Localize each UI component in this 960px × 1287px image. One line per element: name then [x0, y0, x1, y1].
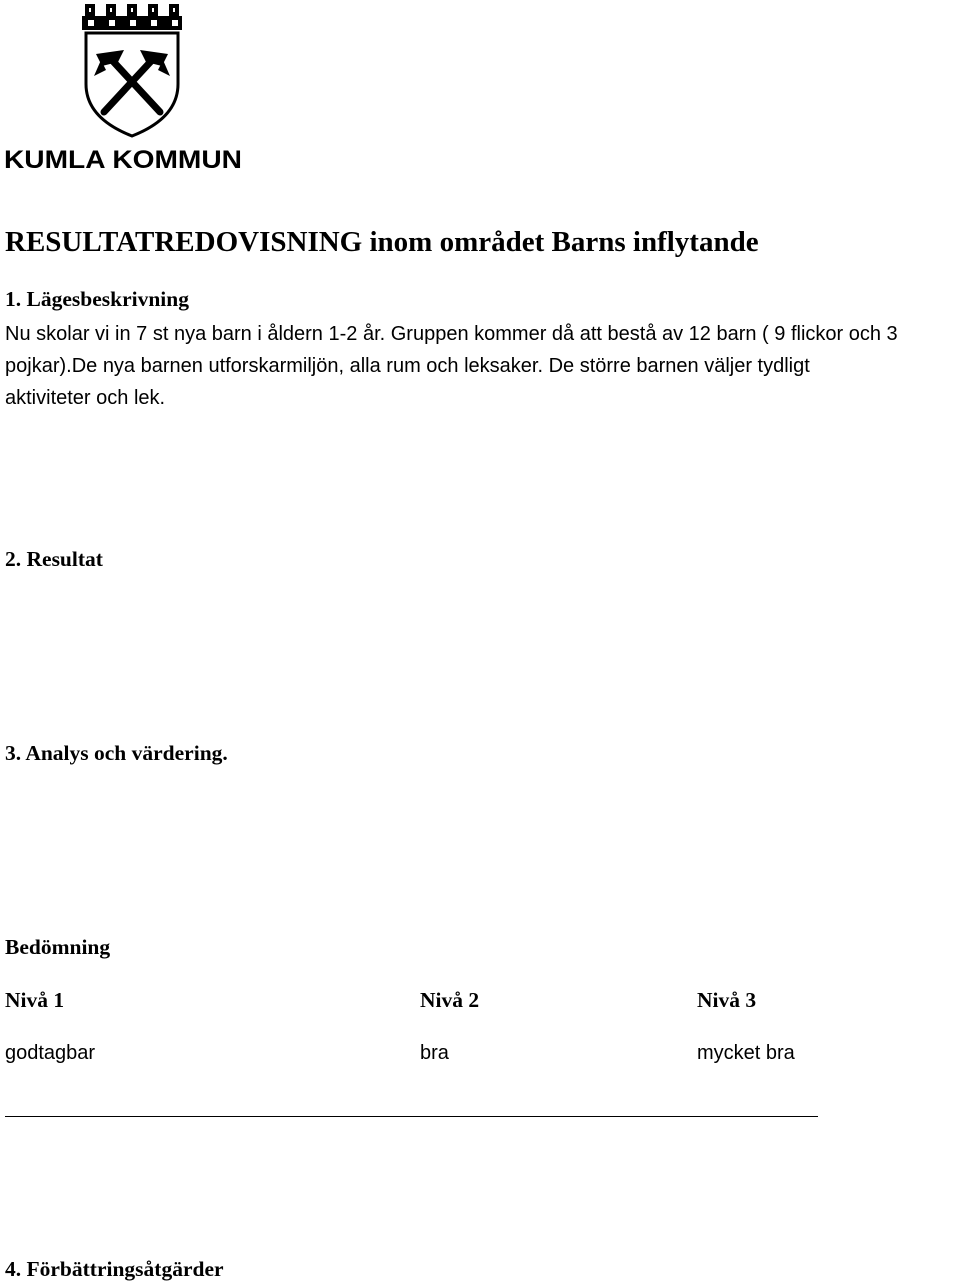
section-1-line: Nu skolar vi in 7 st nya barn i åldern 1-2 år. Gruppen kommer då att bestå av 12 barn ( 9 flickor och 3	[5, 323, 898, 345]
section-3-heading: 3. Analys och värdering.	[5, 741, 228, 765]
level-2-label: Nivå 2	[420, 988, 480, 1012]
coat-of-arms-icon	[4, 0, 254, 176]
section-1-heading: 1. Lägesbeskrivning	[5, 287, 189, 311]
level-3-label: Nivå 3	[697, 988, 757, 1012]
divider-line	[5, 1116, 818, 1117]
section-1-line: pojkar).De nya barnen utforskarmiljön, alla rum och leksaker. De större barnen väljer tydligt	[5, 355, 810, 377]
svg-text:KUMLA KOMMUN: KUMLA KOMMUN	[4, 146, 242, 174]
section-2-heading: 2. Resultat	[5, 547, 103, 571]
level-3-description: mycket bra	[697, 1042, 795, 1064]
section-1-body	[5, 318, 955, 414]
municipality-logo	[4, 0, 254, 176]
level-2-description: bra	[420, 1042, 449, 1064]
section-1-line: aktiviteter och lek.	[5, 387, 166, 409]
assessment-heading: Bedömning	[5, 935, 111, 959]
level-1-label: Nivå 1	[5, 988, 65, 1012]
section-4-heading: 4. Förbättringsåtgärder	[5, 1257, 224, 1281]
level-1-description: godtagbar	[5, 1042, 96, 1064]
page-title: RESULTATREDOVISNING inom området Barns inflytande	[5, 226, 759, 258]
